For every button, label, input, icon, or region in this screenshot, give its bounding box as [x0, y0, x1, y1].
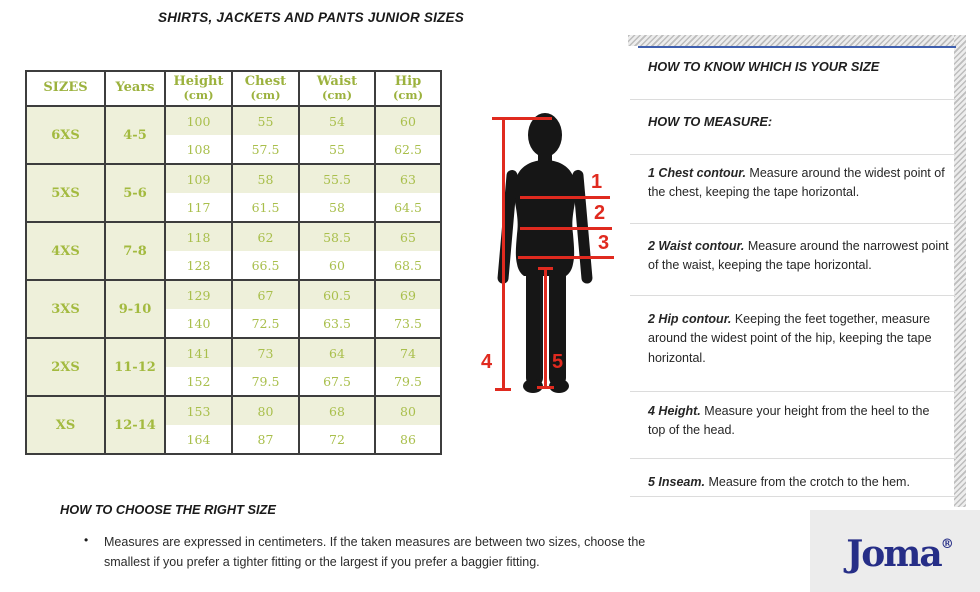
value-cell: 86	[375, 425, 441, 454]
value-cell: 57.5	[232, 135, 299, 164]
table-row	[26, 338, 441, 367]
value-cell: 128	[165, 251, 232, 280]
years-cell: 5-6	[105, 164, 165, 222]
bullet-marker: •	[84, 533, 89, 547]
value-cell: 58	[232, 164, 299, 193]
body-silhouette-figure	[488, 108, 612, 396]
value-cell: 100	[165, 106, 232, 135]
years-cell: 12-14	[105, 396, 165, 454]
value-cell: 66.5	[232, 251, 299, 280]
measure-label-4: 4	[481, 351, 493, 373]
value-cell: 152	[165, 367, 232, 396]
step-lead: 2 Hip contour.	[648, 312, 732, 326]
guide-heading-know-your-size: HOW TO KNOW WHICH IS YOUR SIZE	[648, 59, 880, 74]
size-cell: 6XS	[26, 106, 105, 164]
value-cell: 68.5	[375, 251, 441, 280]
size-cell: 3XS	[26, 280, 105, 338]
value-cell: 54	[299, 106, 375, 135]
header-hip: Hip (cm)	[375, 71, 441, 106]
value-cell: 55.5	[299, 164, 375, 193]
years-cell: 11-12	[105, 338, 165, 396]
inseam-top-tick-line	[538, 267, 553, 270]
value-cell: 129	[165, 280, 232, 309]
value-cell: 73	[232, 338, 299, 367]
table-row	[26, 396, 441, 425]
value-cell: 62	[232, 222, 299, 251]
value-cell: 80	[375, 396, 441, 425]
inseam-measure-line	[544, 268, 547, 388]
value-cell: 62.5	[375, 135, 441, 164]
value-cell: 55	[232, 106, 299, 135]
value-cell: 73.5	[375, 309, 441, 338]
value-cell: 74	[375, 338, 441, 367]
value-cell: 141	[165, 338, 232, 367]
header-years: Years	[105, 71, 165, 106]
joma-logo-text: Joma	[846, 533, 941, 575]
table-row	[26, 280, 441, 309]
step-lead: 5 Inseam.	[648, 475, 705, 489]
measure-label-3: 3	[598, 232, 610, 254]
value-cell: 60	[375, 106, 441, 135]
step-text: Measure from the crotch to the hem.	[708, 475, 910, 489]
value-cell: 67	[232, 280, 299, 309]
step-text: Measure around the narrowest point of the waist, keeping the tape horizontal.	[648, 239, 949, 273]
value-cell: 64	[299, 338, 375, 367]
value-cell: 65	[375, 222, 441, 251]
joma-logo	[820, 533, 980, 575]
guide-step-height	[630, 392, 956, 459]
value-cell: 60	[299, 251, 375, 280]
value-cell: 68	[299, 396, 375, 425]
header-sizes: SIZES	[26, 71, 105, 106]
value-cell: 63	[375, 164, 441, 193]
size-cell: 2XS	[26, 338, 105, 396]
value-cell: 58.5	[299, 222, 375, 251]
value-cell: 153	[165, 396, 232, 425]
value-cell: 109	[165, 164, 232, 193]
value-cell: 60.5	[299, 280, 375, 309]
step-lead: 4 Height.	[648, 404, 701, 418]
guide-section-know-your-size	[630, 48, 956, 100]
measure-guide-panel	[630, 48, 956, 497]
measure-label-5: 5	[552, 351, 564, 373]
years-cell: 7-8	[105, 222, 165, 280]
value-cell: 72.5	[232, 309, 299, 338]
guide-heading-how-to-measure: HOW TO MEASURE:	[648, 114, 773, 129]
value-cell: 79.5	[375, 367, 441, 396]
step-lead: 2 Waist contour.	[648, 239, 745, 253]
step-text: Keeping the feet together, measure around the widest point of the hip, keeping the tape horizontal.	[648, 312, 932, 365]
value-cell: 79.5	[232, 367, 299, 396]
table-row	[26, 106, 441, 135]
step-text: Measure around the widest point of the chest, keeping the tape horizontal.	[648, 166, 945, 200]
size-cell: 4XS	[26, 222, 105, 280]
header-waist: Waist (cm)	[299, 71, 375, 106]
value-cell: 80	[232, 396, 299, 425]
years-cell: 4-5	[105, 106, 165, 164]
table-row	[26, 222, 441, 251]
value-cell: 67.5	[299, 367, 375, 396]
value-cell: 117	[165, 193, 232, 222]
value-cell: 69	[375, 280, 441, 309]
registered-mark: ®	[940, 537, 954, 552]
value-cell: 61.5	[232, 193, 299, 222]
height-measure-line	[502, 117, 505, 390]
guide-section-how-to-measure	[630, 100, 956, 155]
value-cell: 108	[165, 135, 232, 164]
guide-step-chest	[630, 155, 956, 224]
table-row	[26, 164, 441, 193]
value-cell: 87	[232, 425, 299, 454]
value-cell: 140	[165, 309, 232, 338]
value-cell: 72	[299, 425, 375, 454]
size-table	[25, 70, 442, 455]
height-bottom-tick-line	[495, 388, 511, 391]
step-text: Measure your height from the heel to the top of the head.	[648, 404, 930, 438]
value-cell: 63.5	[299, 309, 375, 338]
header-chest: Chest (cm)	[232, 71, 299, 106]
measure-label-2: 2	[594, 202, 606, 224]
measure-label-1: 1	[591, 171, 603, 193]
size-cell: XS	[26, 396, 105, 454]
guide-step-inseam	[630, 459, 956, 497]
waist-measure-line	[520, 227, 612, 230]
size-cell: 5XS	[26, 164, 105, 222]
textbox-border-top	[628, 35, 965, 46]
choose-size-heading: HOW TO CHOOSE THE RIGHT SIZE	[60, 502, 276, 517]
value-cell: 58	[299, 193, 375, 222]
chest-measure-line	[520, 196, 610, 199]
table-header-row	[26, 71, 441, 106]
guide-step-waist	[630, 224, 956, 296]
header-height: Height (cm)	[165, 71, 232, 106]
page-title: SHIRTS, JACKETS AND PANTS JUNIOR SIZES	[158, 10, 464, 25]
choose-size-bullet-text: Measures are expressed in centimeters. If the taken measures are between two sizes, choose the smallest if you prefer a tighter fitting or the largest if you prefer a baggier fitting.	[104, 535, 646, 569]
hip-measure-line	[518, 256, 614, 259]
value-cell: 118	[165, 222, 232, 251]
value-cell: 164	[165, 425, 232, 454]
guide-step-hip	[630, 296, 956, 392]
years-cell: 9-10	[105, 280, 165, 338]
value-cell: 55	[299, 135, 375, 164]
height-top-tick-line	[492, 117, 552, 120]
value-cell: 64.5	[375, 193, 441, 222]
inseam-bottom-tick-line	[537, 386, 554, 389]
step-lead: 1 Chest contour.	[648, 166, 746, 180]
